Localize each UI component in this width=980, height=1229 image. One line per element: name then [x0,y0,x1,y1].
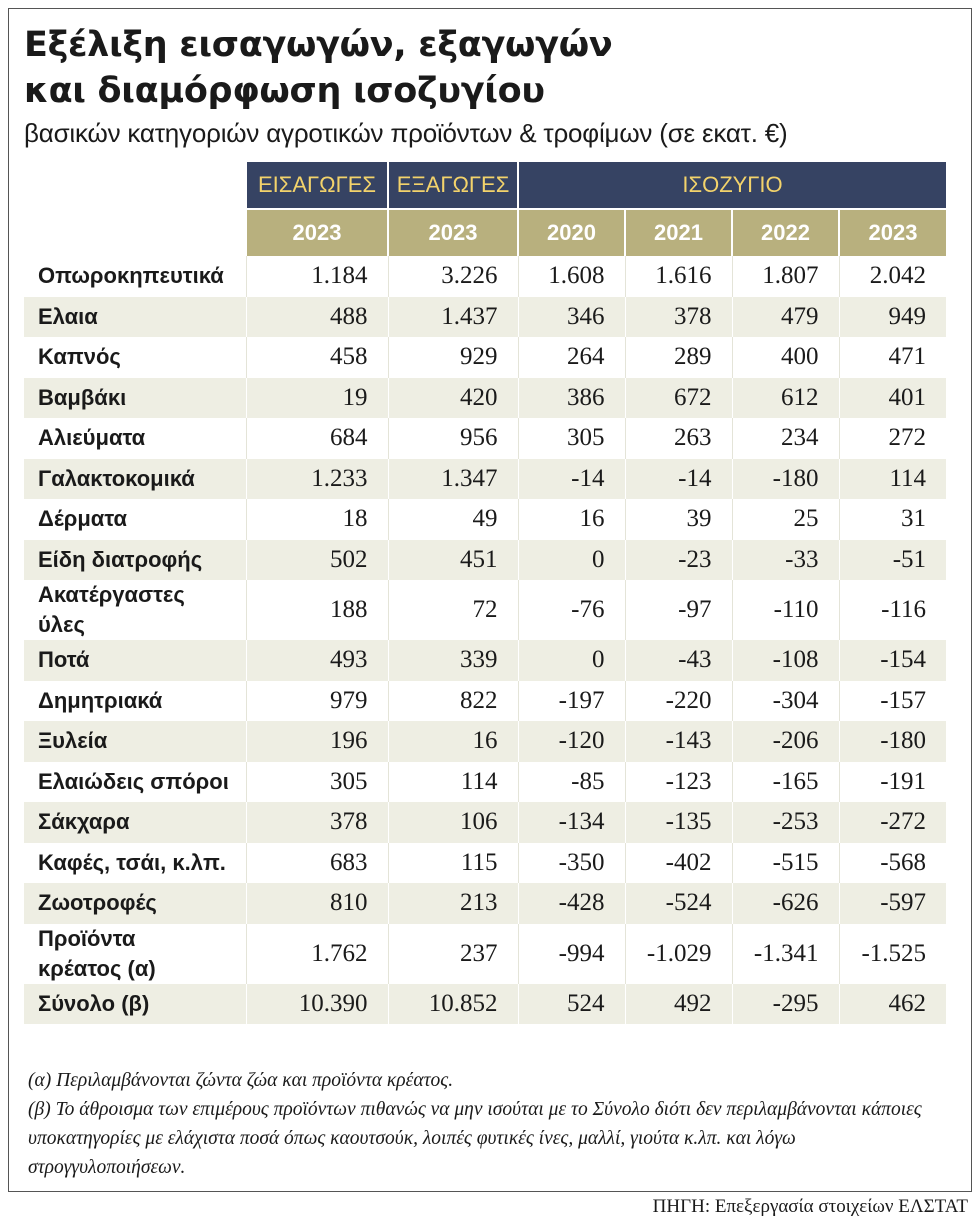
cell-balance-2023: 272 [839,418,946,459]
header-imports: ΕΙΣΑΓΩΓΕΣ [246,162,388,209]
cell-imports: 18 [246,499,388,540]
cell-balance-2023: -154 [839,640,946,681]
table-row [24,256,946,297]
cell-balance-2022: -304 [732,681,839,722]
table-row [24,378,946,419]
footnote-a: (α) Περιλαμβάνονται ζώντα ζώα και προϊόντα κρέατος. [28,1070,454,1091]
table-row [24,418,946,459]
row-label [24,580,246,640]
cell-imports: 1.184 [246,256,388,297]
cell-balance-2023: -51 [839,540,946,581]
row-label: Δημητριακά [24,681,246,722]
cell-balance-2021: -220 [625,681,732,722]
cell-balance-2022: -180 [732,459,839,500]
row-label: Σύνολο (β) [24,984,246,1025]
table-row [24,802,946,843]
row-label: Καπνός [24,337,246,378]
cell-balance-2022: -33 [732,540,839,581]
cell-balance-2021: 378 [625,297,732,338]
cell-balance-2021: 672 [625,378,732,419]
cell-balance-2023: -180 [839,721,946,762]
year-imports-2023: 2023 [246,209,388,256]
row-label: Είδη διατροφής [24,540,246,581]
row-label: Αλιεύματα [24,418,246,459]
cell-balance-2020: -428 [518,883,625,924]
cell-exports: 451 [388,540,518,581]
table-row [24,337,946,378]
cell-balance-2022: -206 [732,721,839,762]
cell-exports: 16 [388,721,518,762]
cell-exports: 339 [388,640,518,681]
table-row [24,580,946,640]
cell-imports: 305 [246,762,388,803]
row-label [24,924,246,984]
cell-exports: 213 [388,883,518,924]
cell-balance-2023: -1.525 [839,924,946,984]
table-row [24,640,946,681]
row-label: Γαλακτοκομικά [24,459,246,500]
page-title [24,22,612,114]
cell-balance-2020: 346 [518,297,625,338]
year-exports-2023: 2023 [388,209,518,256]
table-row [24,681,946,722]
cell-balance-2020: 386 [518,378,625,419]
row-label-line-1: Προϊόντα [38,925,136,951]
cell-imports: 196 [246,721,388,762]
cell-balance-2022: 479 [732,297,839,338]
cell-imports: 979 [246,681,388,722]
cell-balance-2020: -120 [518,721,625,762]
cell-balance-2021: 263 [625,418,732,459]
row-label-line-1: Ακατέργαστες [38,582,185,607]
cell-balance-2020: -197 [518,681,625,722]
row-label: Καφές, τσάι, κ.λπ. [24,843,246,884]
cell-imports: 488 [246,297,388,338]
year-balance-2020: 2020 [518,209,625,256]
cell-balance-2023: 2.042 [839,256,946,297]
year-row [24,209,946,256]
year-balance-2022: 2022 [732,209,839,256]
cell-balance-2023: -597 [839,883,946,924]
cell-balance-2021: -23 [625,540,732,581]
cell-balance-2021: -1.029 [625,924,732,984]
row-label: Σάκχαρα [24,802,246,843]
title-line-2: και διαμόρφωση ισοζυγίου [24,71,545,111]
cell-balance-2021: -524 [625,883,732,924]
cell-exports: 420 [388,378,518,419]
cell-exports: 49 [388,499,518,540]
cell-balance-2022: -626 [732,883,839,924]
cell-balance-2023: -116 [839,580,946,640]
cell-balance-2021: -14 [625,459,732,500]
footnote-b: (β) Το άθροισμα των επιμέρους προϊόντων πιθανώς να μην ισούται με το Σύνολο διότι δεν περιλαμβάνονται κάποιες υποκατηγορίες με ελάχιστα ποσά όπως καουτσούκ, λοιπές φυτικές ίνες, μαλλί, γιούτα κ.λπ. και λόγω στρογγυλοποιήσεων. [28,1099,922,1178]
cell-balance-2020: 524 [518,984,625,1025]
table-row [24,540,946,581]
cell-exports: 1.437 [388,297,518,338]
source-credit: ΠΗΓΗ: Επεξεργασία στοιχείων ΕΛΣΤΑΤ [652,1196,968,1217]
cell-balance-2023: -157 [839,681,946,722]
cell-balance-2022: -295 [732,984,839,1025]
row-label: Ξυλεία [24,721,246,762]
cell-balance-2021: -97 [625,580,732,640]
row-label: Βαμβάκι [24,378,246,419]
cell-balance-2020: 16 [518,499,625,540]
cell-balance-2020: -14 [518,459,625,500]
cell-balance-2020: -76 [518,580,625,640]
cell-imports: 810 [246,883,388,924]
cell-exports: 1.347 [388,459,518,500]
cell-imports: 19 [246,378,388,419]
cell-balance-2022: -165 [732,762,839,803]
cell-balance-2023: -568 [839,843,946,884]
cell-balance-2020: -85 [518,762,625,803]
row-label-line-2: κρέατος (α) [38,955,156,981]
cell-balance-2020: 0 [518,640,625,681]
row-label: Δέρματα [24,499,246,540]
cell-balance-2023: 949 [839,297,946,338]
cell-balance-2020: 0 [518,540,625,581]
table-row [24,762,946,803]
cell-balance-2021: -402 [625,843,732,884]
cell-balance-2020: 1.608 [518,256,625,297]
table-row [24,883,946,924]
cell-exports: 3.226 [388,256,518,297]
title-line-1: Εξέλιξη εισαγωγών, εξαγωγών [24,25,613,65]
table-row [24,499,946,540]
table-row [24,459,946,500]
cell-imports: 684 [246,418,388,459]
cell-balance-2022: -108 [732,640,839,681]
cell-balance-2020: 305 [518,418,625,459]
cell-exports: 72 [388,580,518,640]
cell-exports: 929 [388,337,518,378]
cell-balance-2021: -135 [625,802,732,843]
year-balance-2023: 2023 [839,209,946,256]
header-blank [24,162,246,209]
cell-exports: 956 [388,418,518,459]
row-label-line-2: ύλες [38,612,85,637]
cell-imports: 493 [246,640,388,681]
cell-imports: 683 [246,843,388,884]
cell-balance-2022: 400 [732,337,839,378]
cell-imports: 458 [246,337,388,378]
year-balance-2021: 2021 [625,209,732,256]
cell-balance-2023: 114 [839,459,946,500]
cell-imports: 188 [246,580,388,640]
row-label: Ελαια [24,297,246,338]
cell-balance-2022: -515 [732,843,839,884]
footnotes [28,1066,948,1182]
cell-balance-2020: -994 [518,924,625,984]
trade-table [24,162,946,1024]
table-row [24,843,946,884]
cell-exports: 106 [388,802,518,843]
cell-balance-2022: -110 [732,580,839,640]
cell-imports: 1.233 [246,459,388,500]
cell-imports: 378 [246,802,388,843]
cell-exports: 115 [388,843,518,884]
row-label: Ζωοτροφές [24,883,246,924]
cell-imports: 10.390 [246,984,388,1025]
cell-balance-2022: 25 [732,499,839,540]
cell-balance-2023: 471 [839,337,946,378]
cell-balance-2023: 401 [839,378,946,419]
cell-exports: 822 [388,681,518,722]
cell-balance-2020: -350 [518,843,625,884]
cell-balance-2021: 1.616 [625,256,732,297]
cell-balance-2020: -134 [518,802,625,843]
cell-balance-2021: -143 [625,721,732,762]
cell-balance-2022: -253 [732,802,839,843]
cell-exports: 10.852 [388,984,518,1025]
subtitle: βασικών κατηγοριών αγροτικών προϊόντων & τροφίμων (σε εκατ. €) [24,118,788,148]
year-blank [24,209,246,256]
row-label: Ποτά [24,640,246,681]
header-balance: ΙΣΟΖΥΓΙΟ [518,162,946,209]
cell-balance-2023: -191 [839,762,946,803]
cell-balance-2022: 234 [732,418,839,459]
cell-imports: 502 [246,540,388,581]
cell-balance-2021: -43 [625,640,732,681]
cell-imports: 1.762 [246,924,388,984]
cell-balance-2022: 612 [732,378,839,419]
cell-balance-2020: 264 [518,337,625,378]
cell-balance-2021: 492 [625,984,732,1025]
cell-balance-2023: 462 [839,984,946,1025]
header-row [24,162,946,209]
cell-balance-2022: 1.807 [732,256,839,297]
table-row [24,721,946,762]
row-label: Οπωροκηπευτικά [24,256,246,297]
table-row [24,924,946,984]
header-exports: ΕΞΑΓΩΓΕΣ [388,162,518,209]
cell-balance-2021: 39 [625,499,732,540]
cell-balance-2023: 31 [839,499,946,540]
row-label: Ελαιώδεις σπόροι [24,762,246,803]
cell-balance-2023: -272 [839,802,946,843]
cell-balance-2021: 289 [625,337,732,378]
cell-balance-2022: -1.341 [732,924,839,984]
table-row [24,297,946,338]
cell-balance-2021: -123 [625,762,732,803]
table-row-total [24,984,946,1025]
cell-exports: 114 [388,762,518,803]
cell-exports: 237 [388,924,518,984]
